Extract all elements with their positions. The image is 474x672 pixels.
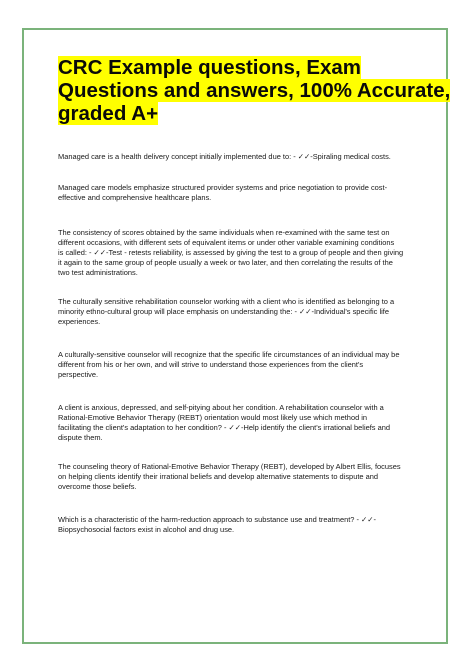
text-line: perspective. [58,370,99,379]
text-line: The counseling theory of Rational-Emotive Behavior Therapy (REBT), developed by Albert Ellis, focuses [58,462,401,471]
text-line: is called: - ✓✓-Test - retests reliability, is assessed by giving the test to a group of people and then giving [58,248,404,257]
text-line: different occasions, with different sets of equivalent items or under other variable examining conditions [58,238,395,247]
text-line: The consistency of scores obtained by the same individuals when re-examined with the same test on [58,228,390,237]
paragraph-test-retest [58,228,403,278]
text-line: Which is a characteristic of the harm-reduction approach to substance use and treatment? - ✓✓- [58,515,376,524]
paragraph-managed-care-models [58,183,387,203]
text-line: facilitating the client's adaptation to her condition? - ✓✓-Help identify the client's irrational beliefs and [58,423,390,432]
paragraph-managed-care-origin [58,152,391,162]
text-line: A culturally-sensitive counselor will recognize that the specific life circumstances of an individual may be [58,350,400,359]
text-line: it again to the same group of people usually a week or two later, and then correlating the results of the [58,258,393,267]
text-line: dispute them. [58,433,103,442]
text-line: effective and comprehensive healthcare plans. [58,193,212,202]
text-line: different from his or her own, and will strive to understand those experiences from the client's [58,360,364,369]
text-line: Managed care models emphasize structured provider systems and price negotiation to provide cost- [58,183,388,192]
document-title [58,56,451,125]
title-line-1: CRC Example questions, Exam [58,56,362,79]
text-line: A client is anxious, depressed, and self-pitying about her condition. A rehabilitation counselor with a [58,403,384,412]
text-line: Managed care is a health delivery concept initially implemented due to: - ✓✓-Spiraling medical costs. [58,152,391,161]
text-line: experiences. [58,317,101,326]
paragraph-rebt-theory [58,462,401,492]
paragraph-rebt-client [58,403,390,443]
text-line: two test administrations. [58,268,138,277]
text-line: minority ethno-cultural group will place emphasis on understanding the: - ✓✓-Individual's specific life [58,307,389,316]
paragraph-life-circumstances [58,350,399,380]
text-line: Biopsychosocial factors exist in alcohol and drug use. [58,525,235,534]
text-line: overcome those beliefs. [58,482,137,491]
title-line-3: graded A+ [58,102,159,125]
paragraph-harm-reduction [58,515,376,535]
paragraph-culturally-sensitive-counselor [58,297,394,327]
text-line: The culturally sensitive rehabilitation counselor working with a client who is identified as belonging to a [58,297,395,306]
text-line: Rational-Emotive Behavior Therapy (REBT) orientation would most likely use which method in [58,413,368,422]
title-line-2: Questions and answers, 100% Accurate, [58,79,451,102]
text-line: on helping clients identify their irrational beliefs and develop alternative statements to dispute and [58,472,379,481]
